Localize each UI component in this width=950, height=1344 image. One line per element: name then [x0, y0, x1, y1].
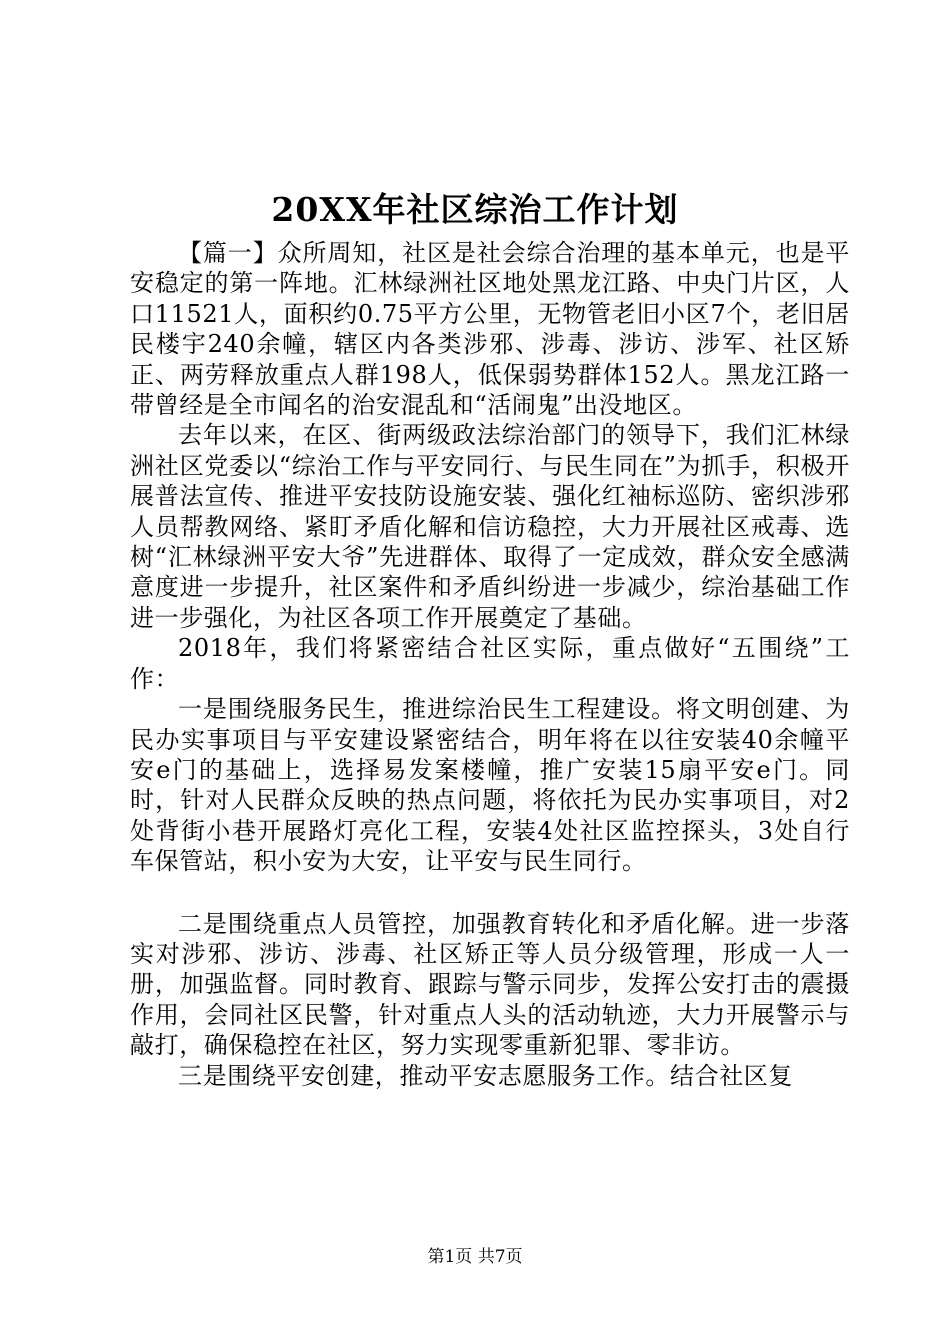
page-number-footer: 第1页 共7页 — [427, 1247, 523, 1267]
paragraph-review: 去年以来，在区、街两级政法综治部门的领导下，我们汇林绿洲社区党委以“综治工作与平安同行、与民生同在”为抓手，积极开展普法宣传、推进平安技防设施安装、强化红袖标巡防、密织涉邪人员帮教网络、紧盯矛盾化解和信访稳控，大力开展社区戒毒、选树“汇林绿洲平安大爷”先进群体、取得了一定成效，群众安全感满意度进一步提升，社区案件和矛盾纠纷进一步减少，综治基础工作进一步强化，为社区各项工作开展奠定了基础。 — [130, 421, 850, 632]
paragraph-item-three: 三是围绕平安创建，推动平安志愿服务工作。结合社区复 — [178, 1061, 793, 1090]
paragraph-item-two: 二是围绕重点人员管控，加强教育转化和矛盾化解。进一步落实对涉邪、涉访、涉毒、社区矫正等人员分级管理，形成一人一册，加强监督。同时教育、跟踪与警示同步，发挥公安打击的震摄作用，会同社区民警，针对重点人头的活动轨迹，大力开展警示与敲打，确保稳控在社区，努力实现零重新犯罪、零非访。 — [130, 909, 850, 1060]
document-title: 20XX年社区综治工作计划 — [271, 190, 679, 229]
paragraph-intro: 【篇一】众所周知，社区是社会综合治理的基本单元，也是平安稳定的第一阵地。汇林绿洲社区地处黑龙江路、中央门片区，人口11521人，面积约0.75平方公里，无物管老旧小区7个，老旧居民楼宇240余幢，辖区内各类涉邪、涉毒、涉访、涉军、社区矫正、两劳释放重点人群198人，低保弱势群体152人。黑龙江路一带曾经是全市闻名的治安混乱和“活闹鬼”出没地区。 — [130, 239, 850, 420]
paragraph-item-one: 一是围绕服务民生，推进综治民生工程建设。将文明创建、为民办实事项目与平安建设紧密结合，明年将在以往安装40余幢平安e门的基础上，选择易发案楼幢，推广安装15扇平安e门。同时，针对人民群众反映的热点问题，将依托为民办实事项目，对2处背街小巷开展路灯亮化工程，安装4处社区监控探头，3处自行车保管站，积小安为大安，让平安与民生同行。 — [130, 695, 850, 876]
paragraph-plan-lead: 2018年，我们将紧密结合社区实际，重点做好“五围绕”工作： — [130, 634, 850, 693]
document-body — [130, 238, 850, 1091]
